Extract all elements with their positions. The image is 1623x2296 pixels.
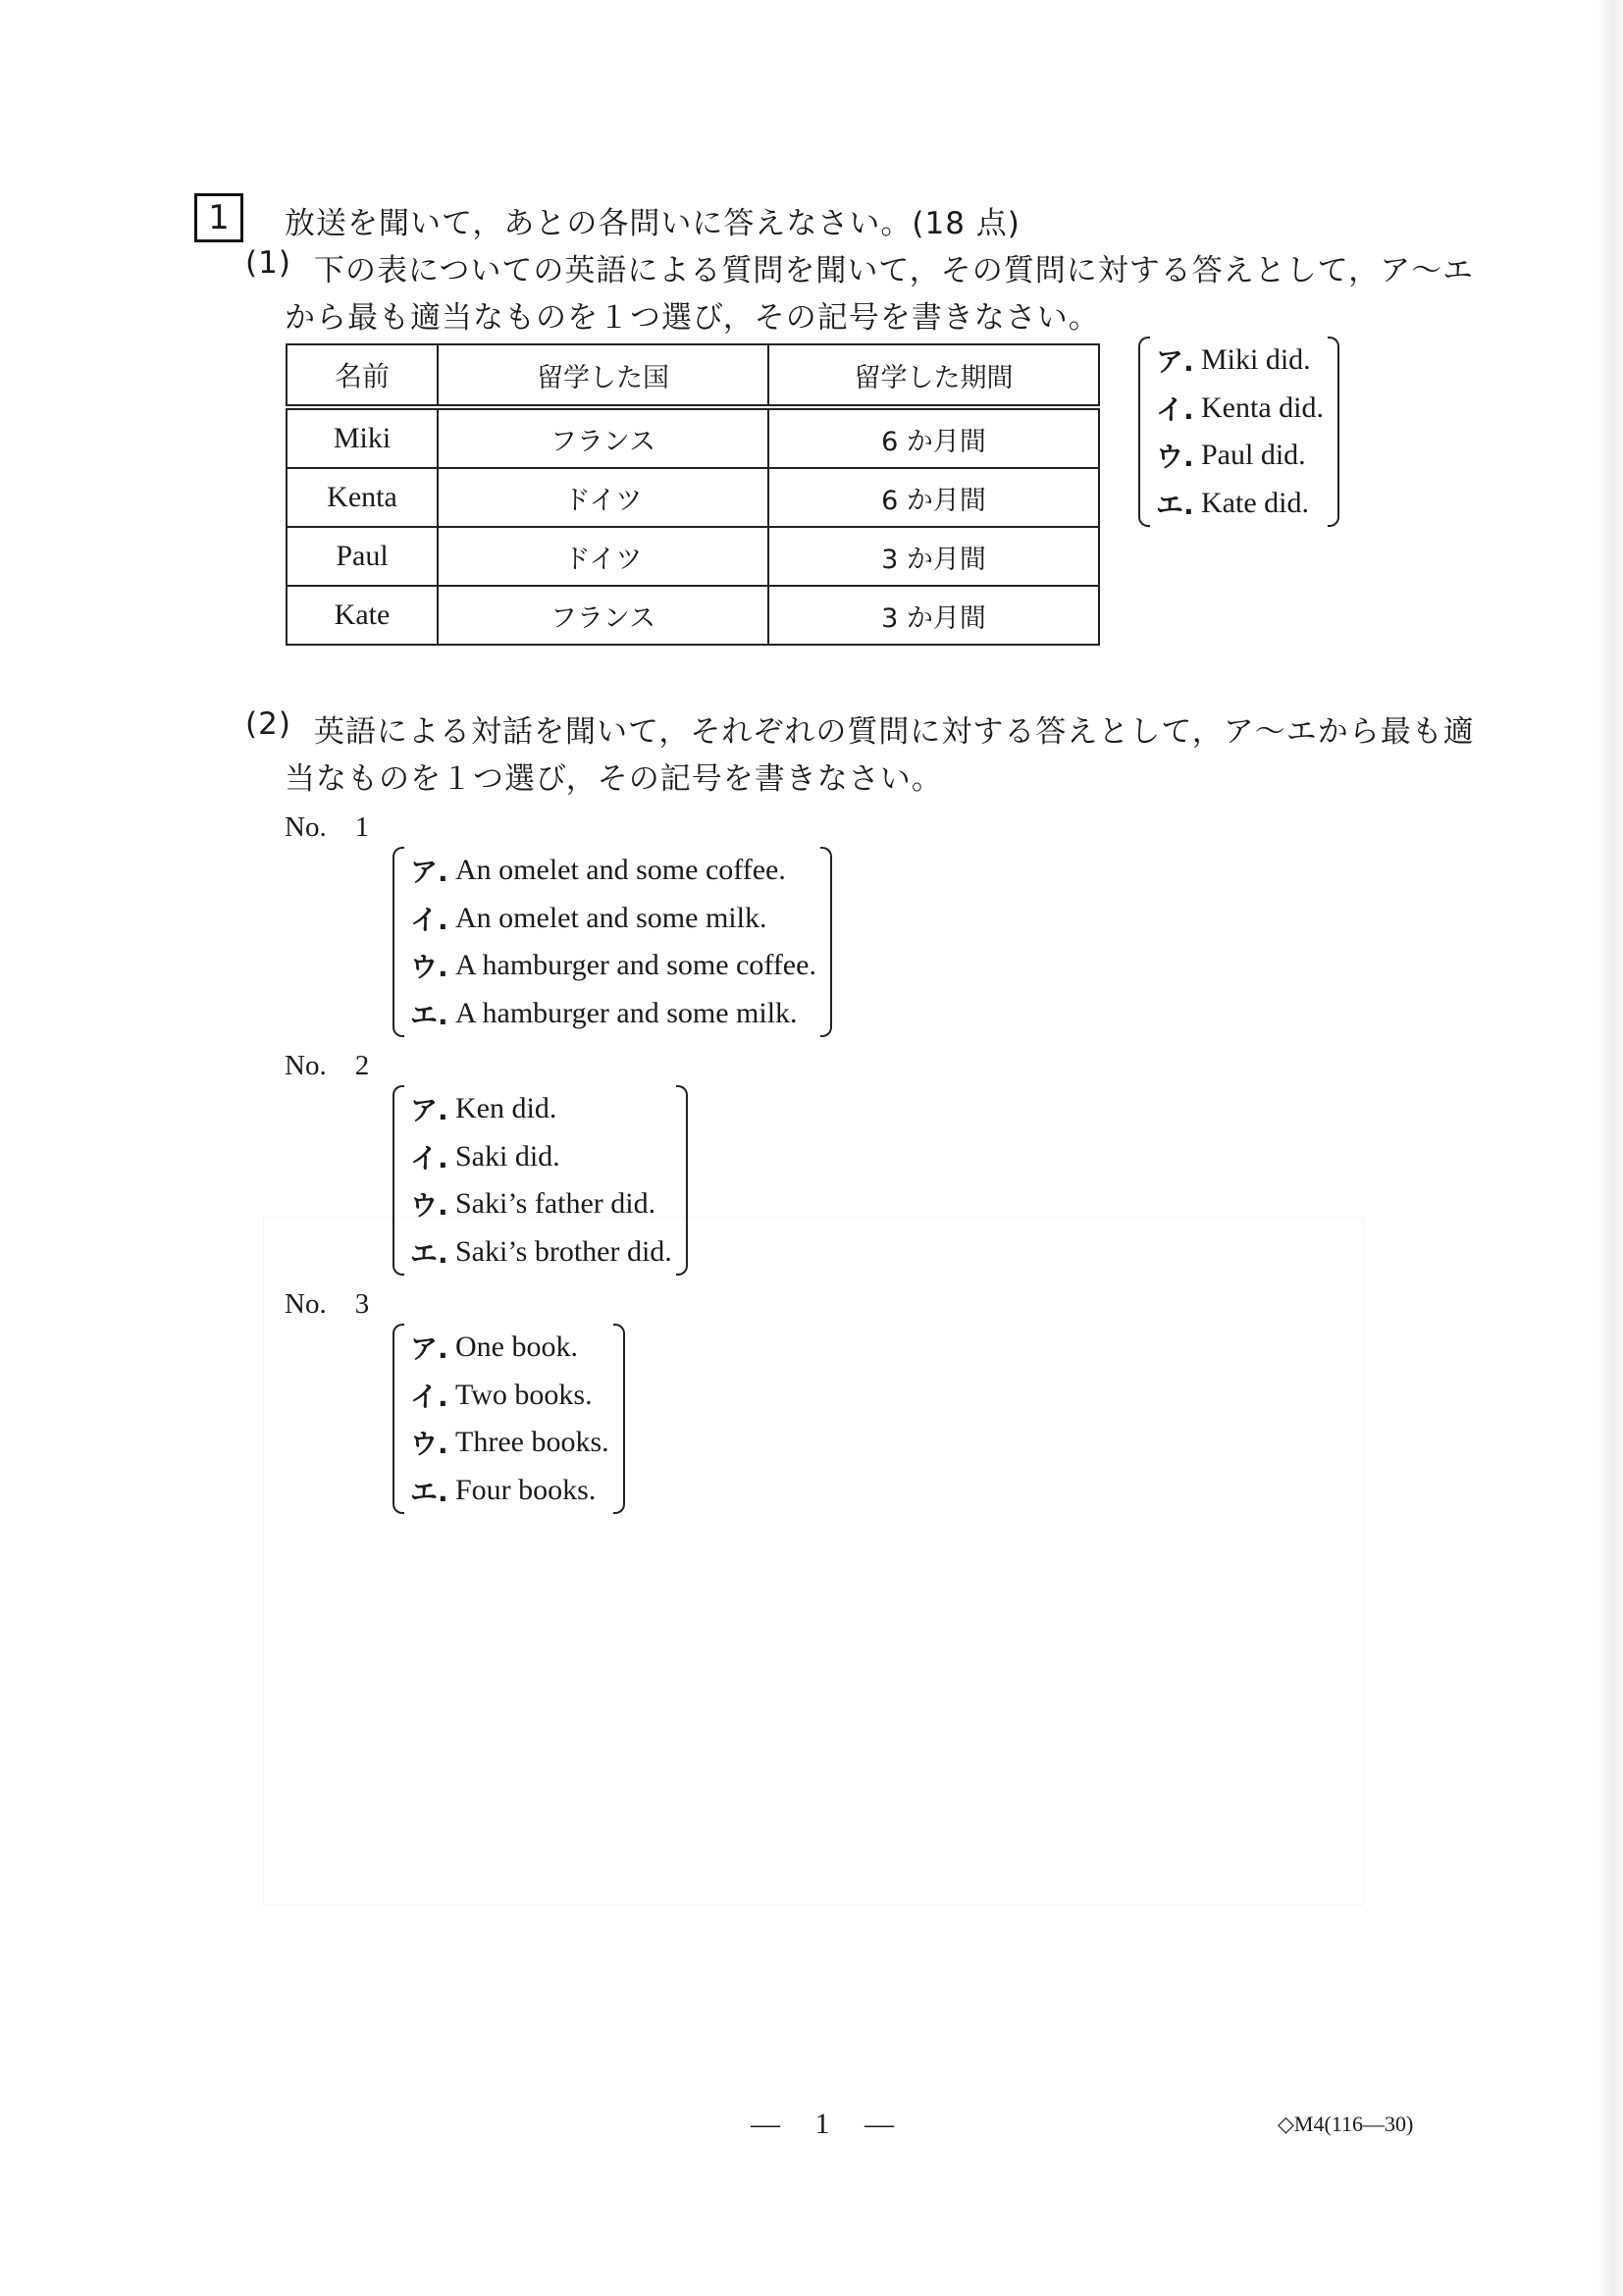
question-number: 1 [208,198,230,237]
choice-text: Three books. [455,1426,609,1459]
choice-a [410,1085,672,1133]
part2-label: (2) [245,706,291,742]
right-bracket [676,1085,688,1276]
left-bracket [393,1085,404,1276]
choice-e [1156,480,1324,528]
item-label-no1: No. 1 [285,811,370,843]
choice-text: Two books. [455,1378,593,1411]
table-cell-name: Kate [287,586,438,645]
table-cell-country: ドイツ [438,468,768,527]
no1-choices [393,847,832,1037]
choice-text: Miki did. [1201,343,1311,377]
table-row [287,468,1099,527]
choice-mark: エ. [410,1475,448,1508]
table-cell-country: フランス [438,586,768,645]
choice-text: Saki did. [455,1139,560,1173]
choice-text: Kenta did. [1201,391,1324,424]
choice-mark: ウ. [410,1428,448,1461]
left-bracket [393,1324,404,1514]
item-label-no3: No. 3 [285,1288,370,1320]
choice-u [410,942,816,990]
table-header-country: 留学した国 [438,344,768,407]
choice-mark: ア. [410,856,448,889]
choice-mark: ウ. [410,951,448,984]
table-header-name: 名前 [287,344,438,407]
choice-mark: エ. [410,998,448,1031]
right-bracket [613,1324,625,1514]
choice-u [410,1180,672,1228]
choice-mark: ウ. [410,1189,448,1223]
choice-text: Kate did. [1201,486,1309,519]
choice-i [410,1133,672,1181]
table-row [287,586,1099,645]
choice-e [410,1228,672,1277]
table-cell-name: Paul [287,527,438,586]
part1-instruction-line1: 下の表についての英語による質問を聞いて，その質問に対する答えとして，ア～エ [314,253,1475,288]
choice-text: One book. [455,1331,578,1364]
scan-edge-shadow [1597,0,1623,2296]
choice-text: Four books. [455,1473,597,1506]
table-row [287,527,1099,586]
left-bracket [1138,337,1150,527]
table-cell-name: Kenta [287,468,438,527]
table-cell-country: フランス [438,407,768,468]
choice-mark: イ. [410,1141,448,1174]
choice-a [1156,337,1324,385]
choice-mark: ア. [410,1332,448,1366]
choice-text: Saki’s father did. [455,1187,656,1221]
document-code: ◇M4(116—30) [1278,2112,1414,2136]
table-header-row [287,344,1099,407]
choice-mark: エ. [1156,488,1194,521]
table-cell-period: 3 か月間 [768,527,1099,586]
choice-text: An omelet and some milk. [455,901,767,934]
table-header-period: 留学した期間 [768,344,1099,407]
item-label-no2: No. 2 [285,1050,370,1081]
choice-mark: イ. [410,1380,448,1413]
table-row [287,407,1099,468]
study-abroad-table [286,343,1100,646]
page-number: — 1 — [751,2108,908,2140]
choice-mark: イ. [410,903,448,936]
choice-mark: ア. [1156,345,1194,379]
choice-text: Paul did. [1201,439,1306,472]
part2-instruction-line2: 当なものを１つ選び，その記号を書きなさい。 [285,761,943,797]
choice-u [1156,432,1324,480]
choice-e [410,1467,609,1515]
table-cell-country: ドイツ [438,527,768,586]
choice-mark: イ. [1156,392,1194,426]
table-cell-period: 6 か月間 [768,468,1099,527]
right-bracket [820,847,832,1037]
choice-i [1156,385,1324,433]
table-cell-period: 6 か月間 [768,407,1099,468]
choice-e [410,990,816,1038]
choice-a [410,847,816,895]
choice-mark: エ. [410,1236,448,1270]
choice-mark: ア. [410,1094,448,1127]
no3-choices [393,1324,625,1514]
question-number-box [194,193,243,242]
choice-text: A hamburger and some milk. [455,996,798,1029]
choice-text: Ken did. [455,1092,557,1125]
question-instruction: 放送を聞いて，あとの各問いに答えなさい。(18 点) [285,206,1021,241]
choice-i [410,895,816,943]
part2-instruction-line1: 英語による対話を聞いて，それぞれの質問に対する答えとして，ア～エから最も適 [314,714,1475,750]
choice-u [410,1419,609,1467]
part1-label: (1) [245,245,291,281]
reverse-side-bleed [263,1217,1364,1905]
choice-text: An omelet and some coffee. [455,854,786,887]
choice-mark: ウ. [1156,441,1194,474]
right-bracket [1328,337,1339,527]
part1-choices [1138,337,1339,527]
part1-instruction-line2: から最も適当なものを１つ選び，その記号を書きなさい。 [285,300,1100,336]
table-cell-period: 3 か月間 [768,586,1099,645]
choice-text: Saki’s brother did. [455,1234,672,1268]
choice-text: A hamburger and some coffee. [455,949,816,982]
left-bracket [393,847,404,1037]
choice-i [410,1372,609,1420]
choice-a [410,1324,609,1372]
table-cell-name: Miki [287,407,438,468]
no2-choices [393,1085,688,1276]
